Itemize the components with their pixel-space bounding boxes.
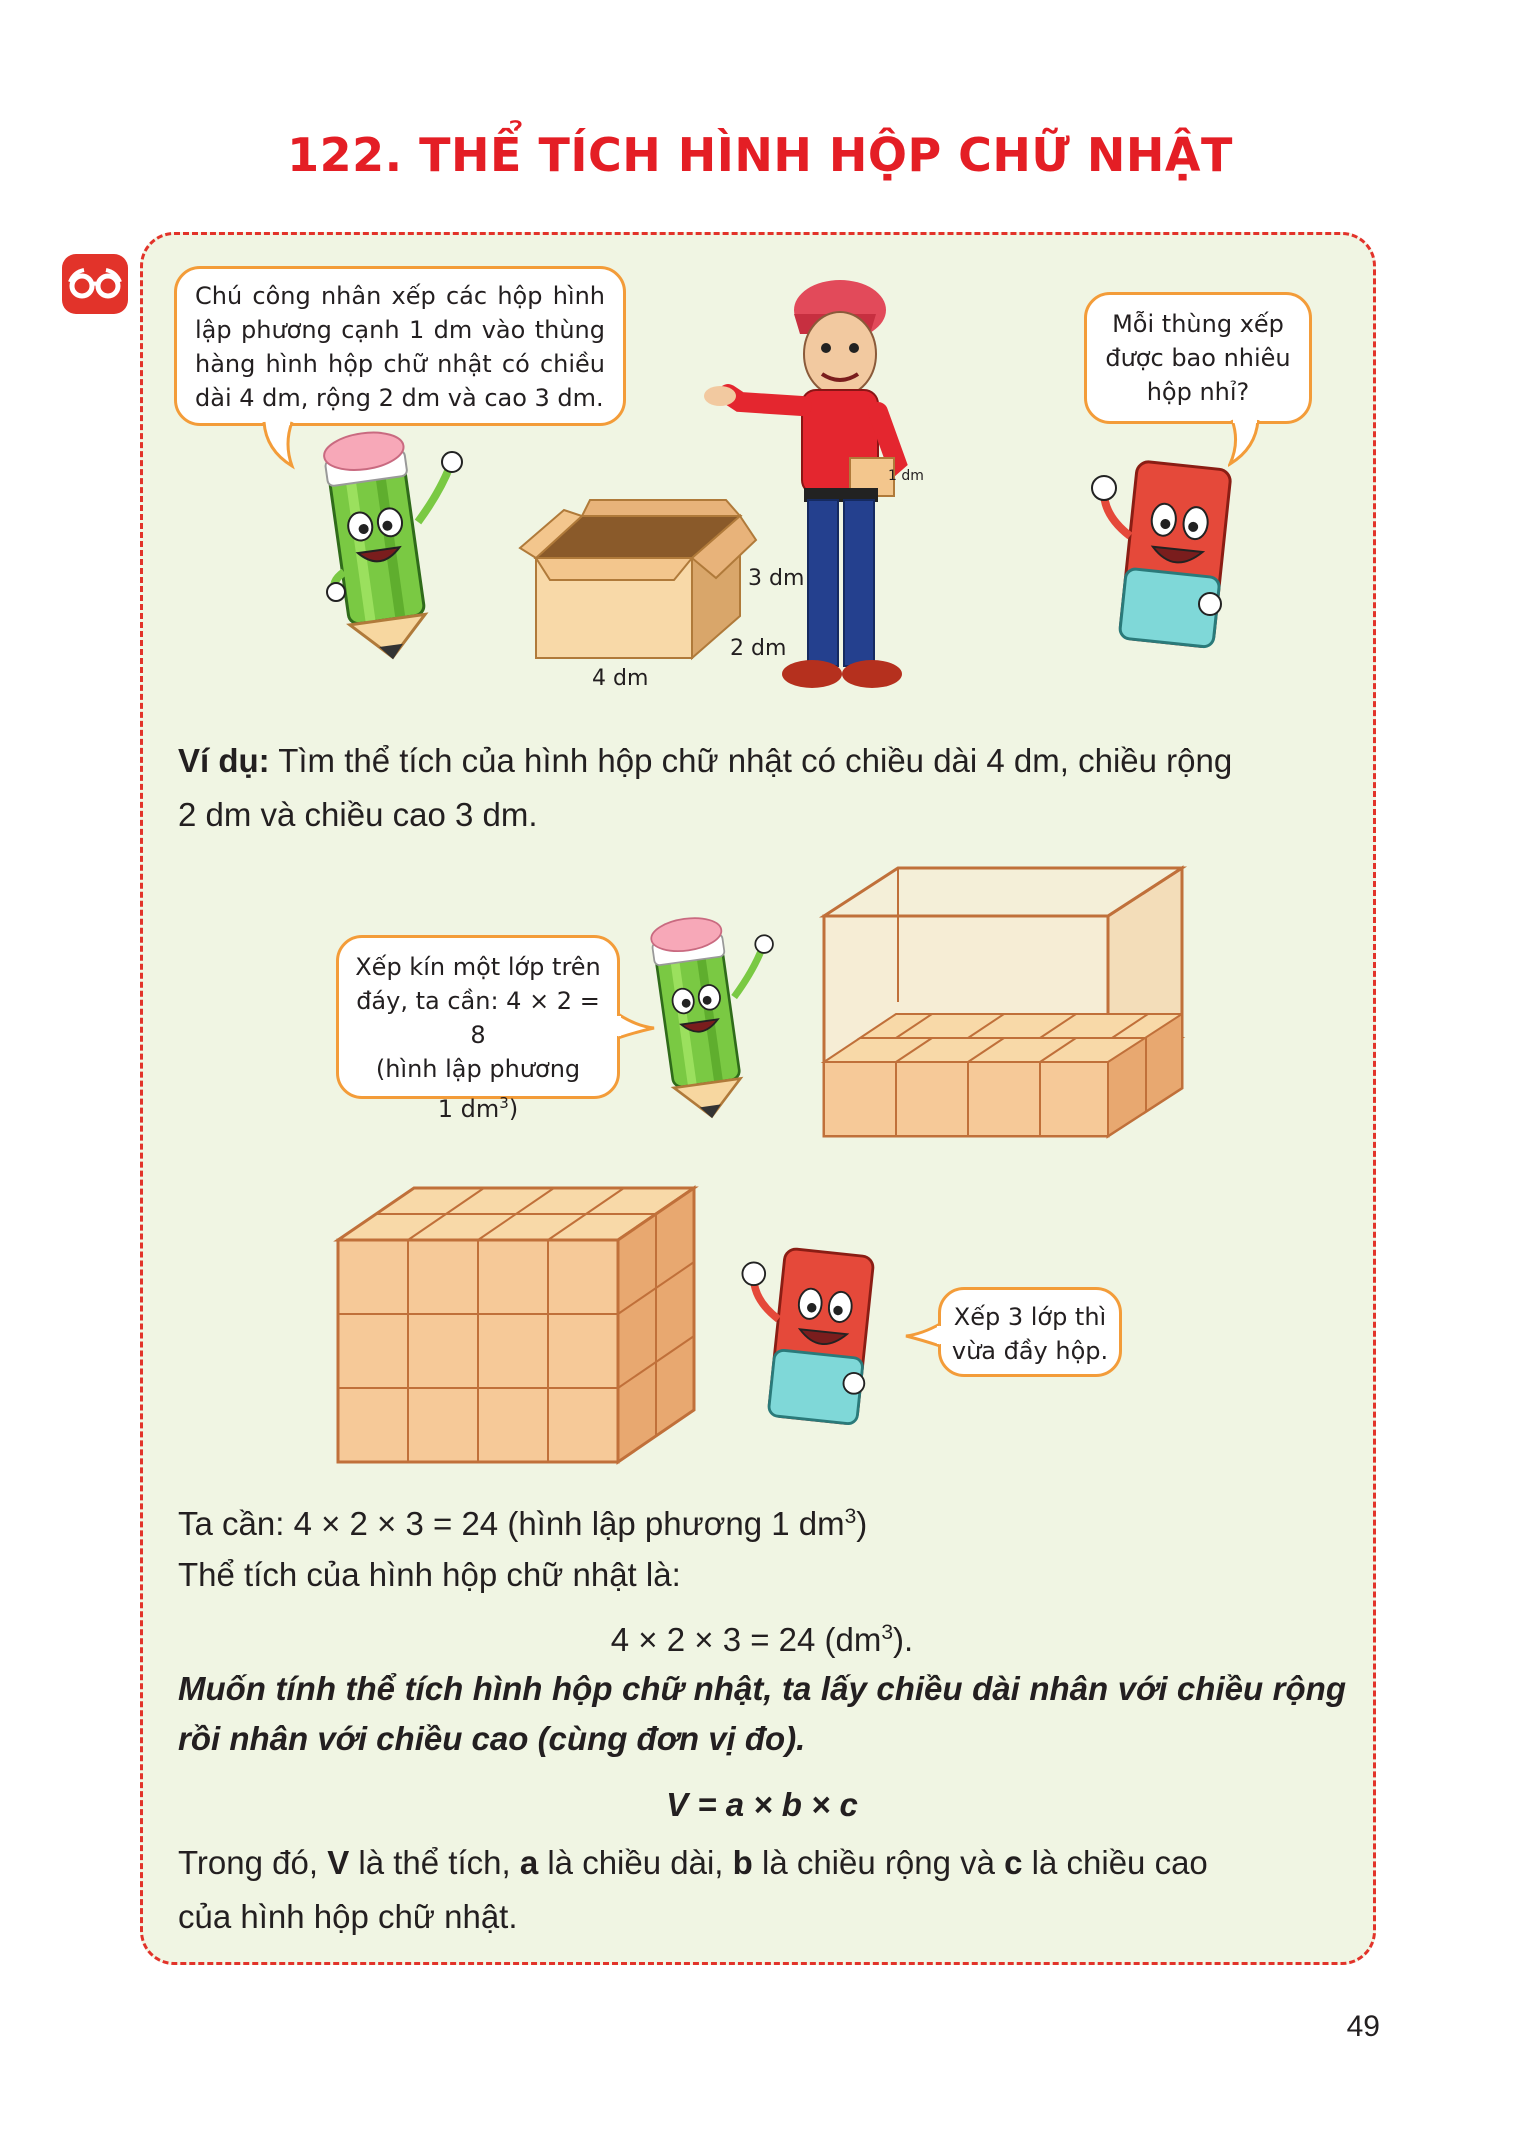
bubble-line: Xếp kín một lớp trên: [355, 953, 601, 981]
example-paragraph: [178, 734, 1346, 842]
glasses-icon: [62, 254, 128, 314]
example-label: Ví dụ:: [178, 742, 270, 779]
eraser-mascot-illustration: [716, 1238, 886, 1438]
page-title: 122. THỂ TÍCH HÌNH HỘP CHỮ NHẬT: [287, 128, 1233, 182]
formula-legend: Trong đó, V là thể tích, a là chiều dài, b là chiều rộng và c là chiều cao của hình hộp chữ nhật.: [178, 1844, 1208, 1935]
one-layer-speech-bubble: [336, 935, 620, 1123]
example-text-line2: 2 dm và chiều cao 3 dm.: [178, 796, 538, 833]
bubble-line: Xếp 3 lớp thì: [953, 1303, 1107, 1331]
volume-rule: Muốn tính thể tích hình hộp chữ nhật, ta lấy chiều dài nhân với chiều rộng rồi nhân với chiều cao (cùng đơn vị đo).: [178, 1670, 1346, 1757]
small-box-label: 1 dm: [888, 468, 924, 484]
pencil-mascot-illustration: [630, 904, 780, 1136]
volume-formula: V = a × b × c: [666, 1786, 858, 1823]
bubble-line: đáy, ta cần: 4 × 2 = 8: [356, 987, 600, 1049]
bubble-tail: [262, 420, 302, 470]
eraser-speech-bubble: Mỗi thùng xếp được bao nhiêu hộp nhỉ?: [1084, 292, 1312, 424]
three-layers-speech-bubble: [938, 1287, 1122, 1377]
volume-intro-line: Thể tích của hình hộp chữ nhật là:: [178, 1556, 681, 1593]
one-layer-box-illustration: [820, 866, 1186, 1138]
bubble-tail: [904, 1320, 942, 1350]
worker-speech-bubble: Chú công nhân xếp các hộp hình lập phương cạnh 1 dm vào thùng hàng hình hộp chữ nhật có chiều dài 4 dm, rộng 2 dm và cao 3 dm.: [174, 266, 626, 426]
page-number: 49: [1346, 2010, 1380, 2043]
volume-calculation: 4 × 2 × 3 = 24 $(dm^3)$.: [610, 1621, 914, 1658]
eraser-mascot-illustration: [1064, 456, 1244, 656]
solution-need-line: Ta cần: 4 × 2 × 3 = 24 (hình lập phương 1 $dm^3$): [178, 1505, 868, 1542]
height-label: 3 dm: [748, 566, 805, 591]
bubble-line: (hình lập phương: [375, 1055, 581, 1083]
bubble-line: vừa đầy hộp.: [951, 1337, 1109, 1365]
example-text-line1: Tìm thể tích của hình hộp chữ nhật có chiều dài 4 dm, chiều rộng: [278, 742, 1233, 779]
full-box-cubes-illustration: [336, 1186, 698, 1464]
length-label: 4 dm: [592, 666, 649, 691]
pencil-mascot-illustration: [300, 432, 470, 664]
bubble-line: 1 $dm^3$): [437, 1094, 519, 1123]
width-label: 2 dm: [730, 636, 787, 661]
